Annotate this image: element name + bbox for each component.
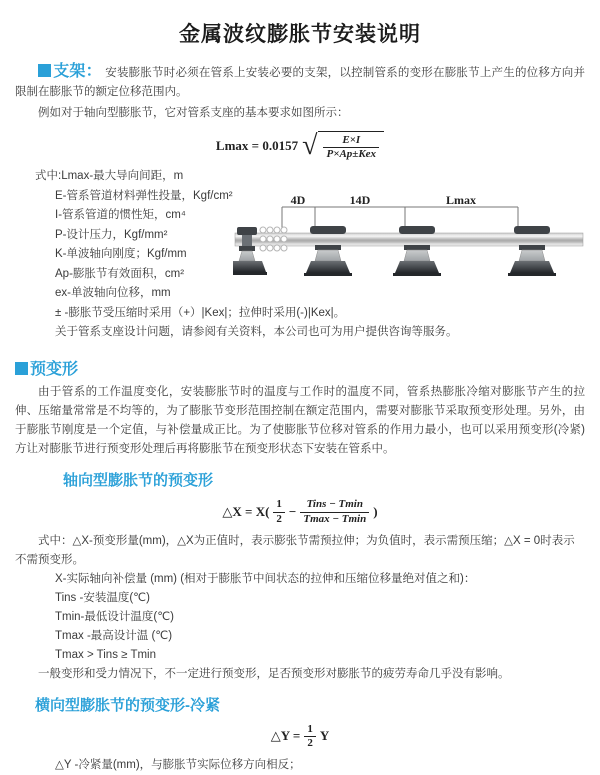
- axial-note: 式中：△X-预变形量(mm)，△X为正值时，表示膨张节需预拉伸；为负值时，表示需预压缩；△X = 0时表示不需预变形。: [15, 534, 575, 566]
- axial-note: Tmax > Tins ≥ Tmin: [55, 648, 156, 661]
- dimension-label-4d: 4D: [290, 193, 306, 208]
- preform-paragraph: 由于管系的工作温度变化，安装膨胀节时的温度与工作时的温度不同，管系热膨胀冷缩对膨胀节产生的拉伸、压缩量常常是不均等的，为了膨胀节变形范围控制在额定范围内，需要对膨胀节采取预变形处理。另外，由于膨胀节刚度是一个定值，与补偿量成正比。为了使膨胀节位移对管系的作用力最小，也可以采用预变形(冷紧)方让对膨胀节进行预变形处理后再将膨胀节在预变形状态下安装在管系中。: [15, 386, 585, 456]
- lateral-formula-fraction: [304, 723, 316, 750]
- lmax-formula: [15, 131, 585, 161]
- axial-formula-lhs: △X = X(: [222, 504, 270, 520]
- definition-line: I-管系管道的惯性矩，cm⁴: [55, 209, 186, 222]
- axial-note: X-实际轴向补偿量 (mm) (相对于膨胀节中间状态的拉伸和压缩位移量绝对值之和)：: [55, 572, 476, 585]
- definition-line: Ap-膨胀节有效面积，cm²: [55, 267, 185, 280]
- definition-line: P-设计压力，Kgf/mm²: [55, 228, 168, 241]
- support-heading-label: 支架：: [53, 63, 102, 80]
- definition-line: 关于管系支座设计问题，请参阅有关资料，本公司也可为用户提供咨询等服务。: [55, 326, 458, 339]
- lmax-formula-lhs: Lmax = 0.0157: [215, 138, 299, 154]
- support-section-heading: [38, 63, 102, 80]
- support-example-line: 例如对于轴向型膨胀节，它对管系支座的基本要求如图所示：: [38, 107, 349, 119]
- axial-note: Tmin-最低设计温度(℃): [55, 610, 174, 623]
- dimension-label-14d: 14D: [349, 193, 371, 208]
- half-denominator: 2: [276, 512, 282, 525]
- axial-preform-heading: 轴向型膨胀节的预变形: [63, 472, 214, 490]
- page-title: 金属波纹膨胀节安装说明: [179, 23, 421, 46]
- support-intro-text: 安装膨胀节时必须在管系上安装必要的支架，以控制管系的变形在膨胀节上产生的位移方向并限制在膨胀节的额定位移范围内。: [15, 67, 585, 98]
- axial-preform-formula: [15, 498, 585, 525]
- support-intro-paragraph: [15, 62, 585, 102]
- half-numerator: 1: [273, 498, 285, 512]
- radical-content: [318, 131, 384, 161]
- axial-formula-rhs: ): [373, 504, 378, 520]
- axial-formula-half-fraction: [273, 498, 285, 525]
- pipe-support-diagram: [233, 193, 585, 289]
- axial-formula-minus: −: [288, 504, 297, 520]
- lateral-formula-lhs: △Y =: [270, 728, 301, 744]
- temp-numerator: Tins − Tmin: [300, 498, 369, 512]
- lmax-fraction: [323, 134, 379, 161]
- lateral-formula-rhs: Y: [319, 728, 330, 744]
- radical-sign: √: [302, 130, 318, 162]
- lateral-note: △Y -冷紧量(mm)，与膨胀节实际位移方向相反；: [55, 759, 301, 772]
- temp-denominator: Tmax − Tmin: [303, 512, 367, 525]
- section-marker-icon: [15, 362, 28, 375]
- lmax-fraction-denominator: P×Ap±Kex: [326, 148, 377, 161]
- lateral-preform-heading: 横向型膨胀节的预变形-冷紧: [35, 696, 220, 714]
- axial-formula-temp-fraction: [300, 498, 369, 525]
- preform-section-heading: [15, 356, 585, 379]
- axial-note: Tins -安装温度(℃): [55, 591, 150, 604]
- definition-line: 式中:Lmax-最大导向间距，m: [35, 170, 184, 183]
- lateral-denominator: 2: [307, 736, 313, 749]
- definition-line: E-管系管道材料弹性投量，Kgf/cm²: [55, 189, 233, 202]
- axial-note: 一般变形和受力情况下，不一定进行预变形，足否预变形对膨胀节的疲劳寿命几乎没有影响。: [38, 667, 510, 680]
- dimension-label-lmax: Lmax: [446, 193, 476, 208]
- bellows: [260, 227, 287, 251]
- definition-line: ex-单波轴向位移，mm: [55, 287, 171, 300]
- section-marker-icon: [38, 64, 51, 77]
- symbol-definitions: [15, 167, 585, 345]
- lmax-fraction-numerator: E×I: [323, 134, 379, 148]
- preform-heading-label: 预变形: [30, 361, 79, 379]
- definition-line: K-单波轴向刚度；Kgf/mm: [55, 248, 187, 261]
- lateral-preform-formula: [15, 723, 585, 750]
- definition-line: ± -膨胀节受压缩时采用（+）|Kex|；拉伸时采用(-)|Kex|。: [55, 306, 346, 319]
- axial-note: Tmax -最高设计温 (℃): [55, 629, 173, 642]
- lateral-numerator: 1: [304, 723, 316, 737]
